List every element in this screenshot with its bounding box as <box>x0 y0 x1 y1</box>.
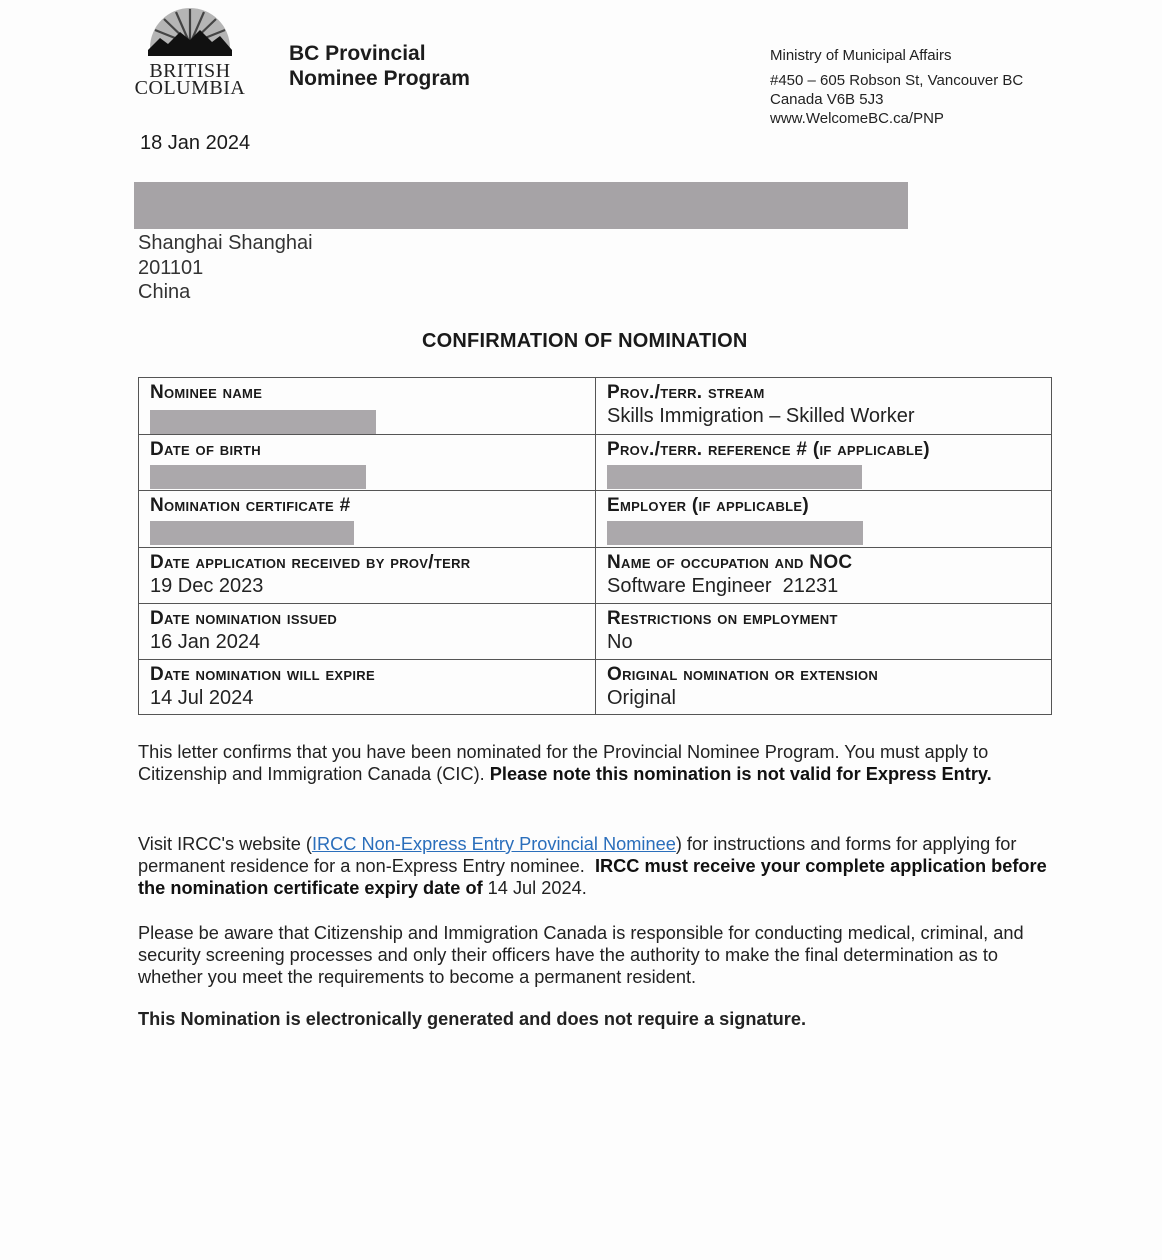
redacted-value <box>607 521 863 545</box>
table-cell-date-of-birth <box>139 434 595 490</box>
paragraph-text: This letter confirms that you have been nominated for the Provincial Nominee Program. You must apply to Citizenship and Immigration Canada (CIC). <box>138 742 989 784</box>
cell-label: Nomination certificate # <box>150 495 351 516</box>
table-cell-reference-number <box>595 434 1051 490</box>
recipient-address <box>138 231 313 305</box>
bc-sun-mountains-icon <box>146 4 234 60</box>
table-cell-date-expire <box>139 659 595 714</box>
cell-value: Skills Immigration – Skilled Worker <box>607 405 915 427</box>
bc-logo <box>134 4 246 100</box>
logo-text-line2: COLUMBIA <box>134 77 246 99</box>
cell-label: Nominee name <box>150 382 263 403</box>
cell-value: No <box>607 631 633 653</box>
table-cell-stream <box>595 378 1051 434</box>
paragraph-text-post: ) for instructions and forms for applying for permanent residence for a non-Express Entry nominee. <box>138 834 1022 876</box>
table-cell-employer <box>595 490 1051 547</box>
cell-label: Date application received by prov/terr <box>150 552 471 573</box>
ministry-country-postal: Canada V6B 5J3 <box>770 91 884 108</box>
paragraph-confirmation <box>138 741 1058 785</box>
cell-label: Prov./terr. stream <box>607 382 765 403</box>
expiry-date-text: 14 Jul 2024. <box>482 878 587 898</box>
table-cell-date-received <box>139 547 595 603</box>
address-country: China <box>138 281 191 303</box>
redacted-value <box>150 521 354 545</box>
nomination-info-table <box>138 377 1052 715</box>
ministry-website: www.WelcomeBC.ca/PNP <box>770 110 944 127</box>
paragraph-text-pre: Visit IRCC's website ( <box>138 834 312 854</box>
paragraph-electronic-notice: This Nomination is electronically generated and does not require a signature. <box>138 1009 807 1029</box>
address-postal: 201101 <box>138 256 204 279</box>
paragraph-ircc-instructions <box>138 833 1058 899</box>
cell-label: Employer (if applicable) <box>607 495 809 516</box>
cell-label: Original nomination or extension <box>607 664 879 685</box>
cell-label: Date nomination will expire <box>150 664 375 685</box>
program-name-line2: Nominee Program <box>289 67 470 90</box>
cell-label: Name of occupation and NOC <box>607 552 853 573</box>
paragraph-screening-notice: Please be aware that Citizenship and Immigration Canada is responsible for conducting medical, criminal, and security screening processes and only their officers have the authority to make the final determination as to whether you meet the requirements to become a permanent resident. <box>138 923 1024 987</box>
letter-date: 18 Jan 2024 <box>140 132 251 154</box>
program-name <box>289 41 470 91</box>
redacted-value <box>150 465 366 489</box>
table-cell-occupation-noc <box>595 547 1051 603</box>
redacted-value <box>150 410 376 434</box>
ministry-address-block <box>770 46 1023 128</box>
ministry-street: #450 – 605 Robson St, Vancouver BC <box>770 72 1024 89</box>
table-cell-certificate-number <box>139 490 595 547</box>
table-cell-original-or-extension <box>595 659 1051 714</box>
ircc-non-express-entry-link[interactable]: IRCC Non-Express Entry Provincial Nominee <box>311 834 676 854</box>
cell-value: 19 Dec 2023 <box>150 575 264 597</box>
paragraph-bold-deadline: IRCC must receive your complete application before the nomination certificate expiry date of <box>138 856 1047 898</box>
cell-label: Date of birth <box>150 439 261 460</box>
ministry-name: Ministry of Municipal Affairs <box>770 47 952 64</box>
table-cell-restrictions <box>595 603 1051 659</box>
redacted-value <box>607 465 862 489</box>
table-cell-date-issued <box>139 603 595 659</box>
redacted-recipient-address <box>134 182 908 229</box>
cell-value: 16 Jan 2024 <box>150 631 261 653</box>
cell-value: Software Engineer 21231 <box>607 575 839 597</box>
logo-text-line1: BRITISH <box>149 60 231 82</box>
cell-value: 14 Jul 2024 <box>150 687 254 709</box>
cell-label: Restrictions on employment <box>607 608 838 629</box>
table-cell-nominee-name <box>139 378 595 434</box>
cell-label: Date nomination issued <box>150 608 338 629</box>
cell-label: Prov./terr. reference # (if applicable) <box>607 439 930 460</box>
program-name-line1: BC Provincial <box>289 42 426 65</box>
cell-value: Original <box>607 687 676 709</box>
paragraph-bold-note: Please note this nomination is not valid for Express Entry. <box>489 764 992 784</box>
address-city: Shanghai Shanghai <box>138 232 313 254</box>
document-title: CONFIRMATION OF NOMINATION <box>422 330 748 352</box>
